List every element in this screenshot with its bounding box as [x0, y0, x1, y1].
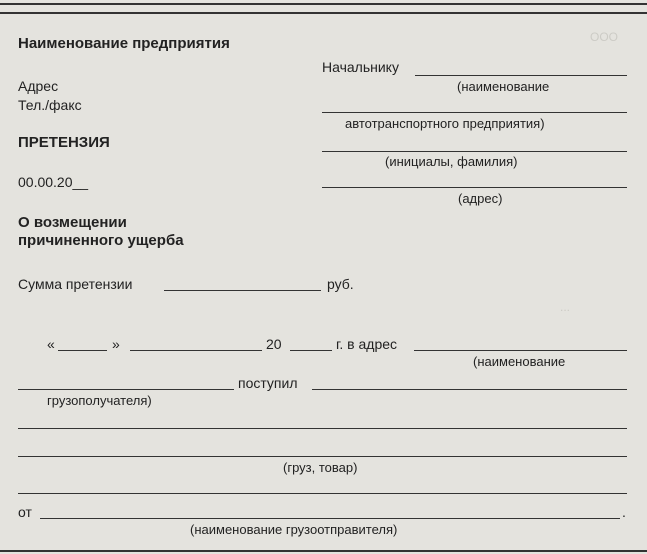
currency-label: руб. — [327, 276, 354, 292]
bleed-text: ООО — [590, 30, 619, 44]
address-to-label: г. в адрес — [336, 336, 398, 352]
initials-field[interactable] — [322, 151, 627, 152]
hint-initials: (инициалы, фамилия) — [385, 154, 518, 169]
subject-line: причиненного ущерба — [18, 232, 184, 249]
doc-title: ПРЕТЕНЗИЯ — [18, 134, 110, 151]
bottom-rule — [0, 550, 647, 552]
company-field[interactable] — [322, 112, 627, 113]
year-prefix: 20 — [266, 336, 282, 352]
top-rule — [0, 12, 647, 14]
hint-naming: (наименование — [473, 354, 566, 369]
received-field[interactable] — [312, 389, 627, 390]
phone-label: Тел./факс — [18, 97, 82, 113]
shipper-field[interactable] — [40, 518, 620, 519]
period: . — [622, 504, 626, 520]
hint-company: автотранспортного предприятия) — [345, 116, 545, 131]
month-field[interactable] — [130, 350, 262, 351]
doc-date: 00.00.20__ — [18, 174, 89, 190]
hint-shipper: (наименование грузоотправителя) — [190, 522, 398, 537]
sum-label: Сумма претензии — [18, 276, 133, 292]
day-field[interactable] — [58, 350, 107, 351]
address-field[interactable] — [322, 187, 627, 188]
from-label: от — [18, 504, 32, 520]
bleed-text: ... — [560, 300, 571, 314]
year-field[interactable] — [290, 350, 332, 351]
chief-field[interactable] — [415, 75, 627, 76]
company-name: Наименование предприятия — [18, 35, 230, 52]
top-rule — [0, 3, 647, 5]
address-label: Адрес — [18, 78, 59, 94]
quote-open: « — [47, 336, 55, 352]
cargo-field[interactable] — [18, 428, 627, 429]
cargo-field[interactable] — [18, 456, 627, 457]
sum-field[interactable] — [164, 290, 321, 291]
subject-line: О возмещении — [18, 214, 127, 231]
recipient-field[interactable] — [414, 350, 627, 351]
received-label: поступил — [238, 375, 298, 391]
chief-label: Начальнику — [322, 59, 399, 75]
consignee-field[interactable] — [18, 389, 234, 390]
hint-cargo: (груз, товар) — [283, 460, 358, 475]
cargo-field[interactable] — [18, 493, 627, 494]
hint-consignee: грузополучателя) — [47, 393, 152, 408]
hint-address: (адрес) — [458, 191, 503, 206]
hint-name: (наименование — [457, 79, 550, 94]
quote-close: » — [112, 336, 120, 352]
